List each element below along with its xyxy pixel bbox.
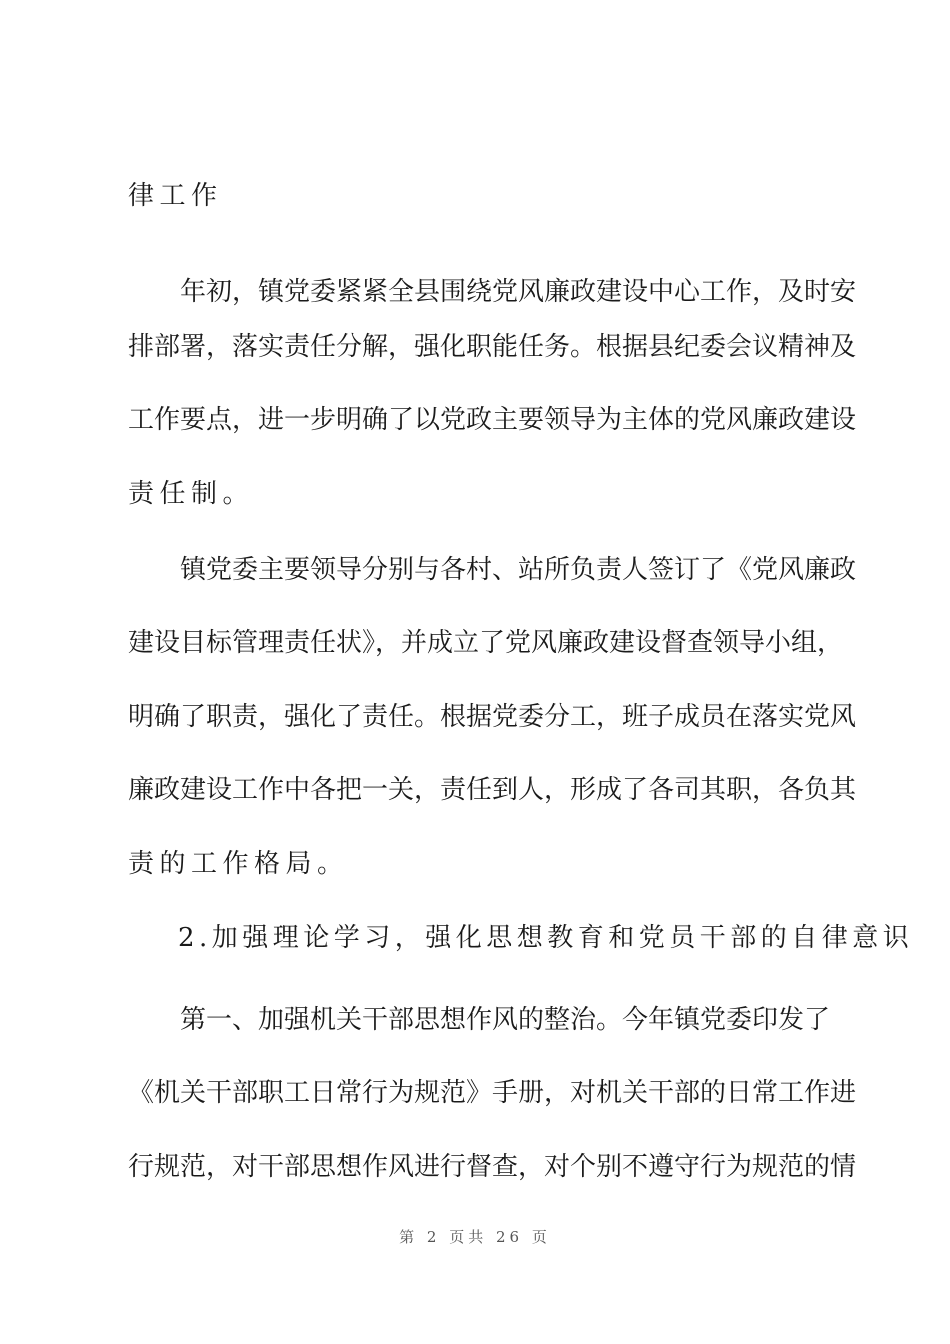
- paragraph-line: 律工作: [128, 181, 223, 211]
- section-heading: 2.加强理论学习，强化思想教育和党员干部的自律意识: [178, 923, 914, 953]
- page-number-footer: 第 2 页共 26 页: [399, 1228, 551, 1246]
- paragraph-line: 明确了职责，强化了责任。根据党委分工，班子成员在落实党风: [128, 702, 857, 732]
- paragraph-line: 排部署，落实责任分解，强化职能任务。根据县纪委会议精神及: [128, 332, 857, 362]
- paragraph-line: 镇党委主要领导分别与各村、站所负责人签订了《党风廉政: [180, 555, 857, 585]
- paragraph-line: 责任制。: [128, 479, 255, 509]
- paragraph-line: 年初，镇党委紧紧全县围绕党风廉政建设中心工作，及时安: [180, 277, 857, 307]
- paragraph-line: 廉政建设工作中各把一关，责任到人，形成了各司其职，各负其: [128, 775, 857, 805]
- paragraph-line: 《机关干部职工日常行为规范》手册，对机关干部的日常工作进: [128, 1078, 857, 1108]
- paragraph-line: 责的工作格局。: [128, 849, 349, 879]
- paragraph-line: 第一、加强机关干部思想作风的整治。今年镇党委印发了: [180, 1005, 831, 1035]
- paragraph-line: 建设目标管理责任状》，并成立了党风廉政建设督查领导小组，: [128, 628, 844, 658]
- paragraph-line: 行规范，对干部思想作风进行督查，对个别不遵守行为规范的情: [128, 1152, 857, 1182]
- paragraph-line: 工作要点，进一步明确了以党政主要领导为主体的党风廉政建设: [128, 405, 857, 435]
